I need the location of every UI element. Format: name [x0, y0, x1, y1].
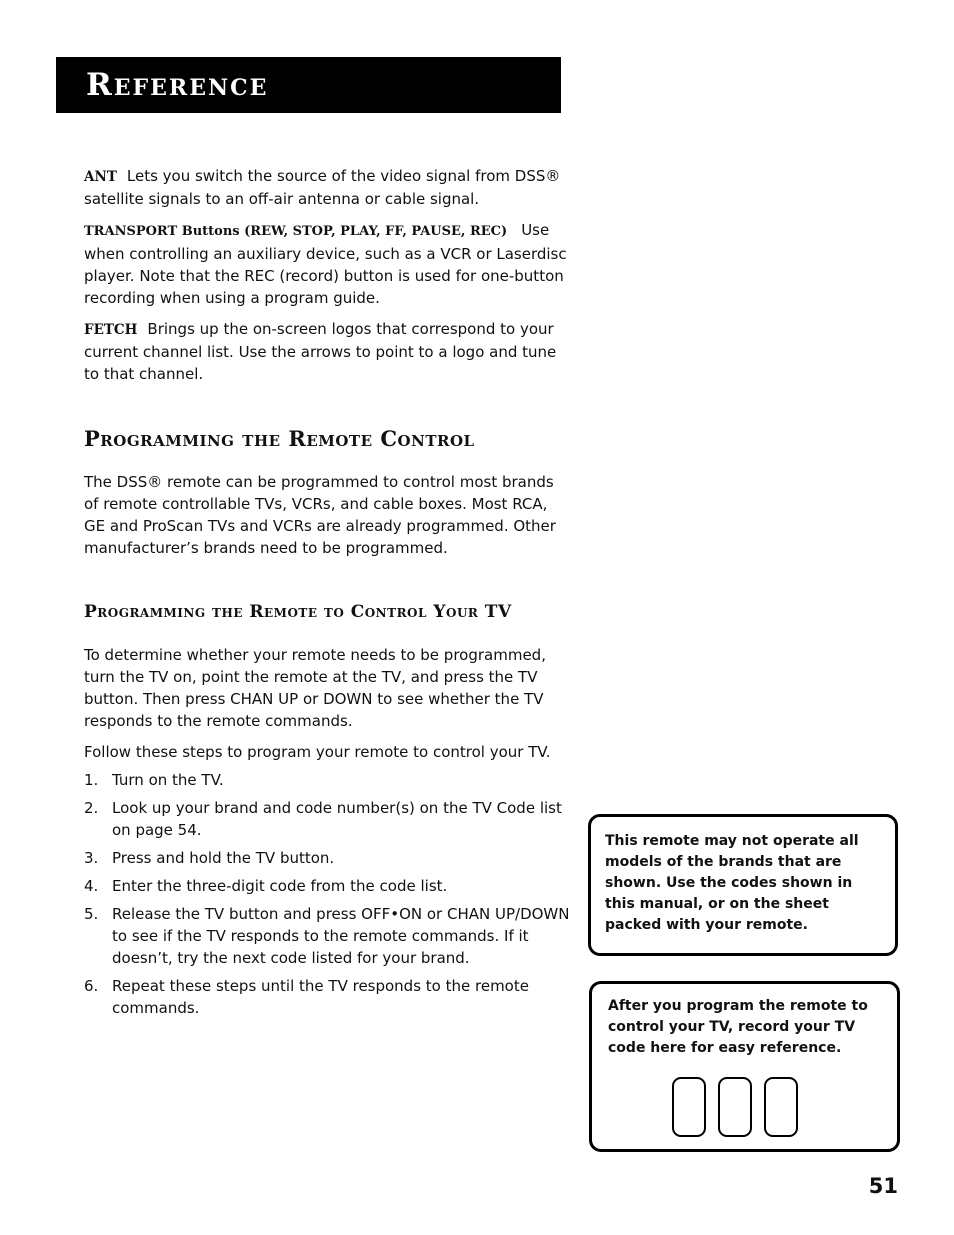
code-digit-box	[764, 1077, 798, 1137]
step-number: 5.	[84, 905, 99, 923]
definition-fetch	[84, 318, 570, 385]
programming-heading: Programming the Remote Control	[84, 426, 475, 451]
definition-term: FETCH	[84, 322, 138, 338]
definition-term: ANT	[84, 169, 117, 185]
step-text: Release the TV button and press OFF•ON or CHAN UP/DOWN to see if the TV responds to the remote commands. If it doesn’t, try the next code listed for your brand.	[112, 905, 570, 967]
steps-intro: Follow these steps to program your remote to control your TV.	[84, 743, 551, 761]
list-item	[84, 847, 570, 869]
program-tv-intro: To determine whether your remote needs to be programmed, turn the TV on, point the remote at the TV, and press the TV button. Then press CHAN UP or DOWN to see whether the TV responds to the remote commands.	[84, 646, 546, 730]
step-number: 6.	[84, 977, 99, 995]
programming-body: The DSS® remote can be programmed to control most brands of remote controllable TVs, VCRs, and cable boxes. Most RCA, GE and ProScan TVs and VCRs are already programmed. Other manufacturer’s brands need to be programmed.	[84, 473, 556, 557]
list-item	[84, 903, 570, 969]
list-item	[84, 797, 570, 841]
program-tv-heading: Programming the Remote to Control Your TV	[84, 602, 512, 622]
record-code-box	[589, 981, 900, 1152]
code-digit-box	[718, 1077, 752, 1137]
definition-transport	[84, 219, 570, 309]
main-content	[84, 165, 570, 1025]
list-item	[84, 975, 570, 1019]
steps-list	[84, 769, 570, 1019]
code-entry-boxes	[672, 1077, 798, 1137]
step-text: Enter the three-digit code from the code list.	[112, 877, 448, 895]
definition-text: Lets you switch the source of the video signal from DSS® satellite signals to an off-air antenna or cable signal.	[84, 167, 561, 208]
step-text: Turn on the TV.	[112, 771, 224, 789]
code-digit-box	[672, 1077, 706, 1137]
step-number: 2.	[84, 799, 99, 817]
list-item	[84, 769, 570, 791]
step-text: Press and hold the TV button.	[112, 849, 335, 867]
definition-ant	[84, 165, 570, 210]
step-number: 4.	[84, 877, 99, 895]
page-number: 51	[868, 1174, 898, 1198]
section-header-bar	[56, 57, 561, 113]
brands-note-box	[588, 814, 898, 956]
list-item	[84, 875, 570, 897]
brands-note-text: This remote may not operate all models of the brands that are shown. Use the codes shown in this manual, or on the sheet packed with your remote.	[605, 833, 859, 933]
step-number: 1.	[84, 771, 99, 789]
definition-text: Use when controlling an auxiliary device, such as a VCR or Laserdisc player. Note that the REC (record) button is used for one-button recording when using a program guide.	[84, 221, 567, 307]
section-title: Reference	[86, 67, 269, 103]
definition-term: TRANSPORT Buttons (REW, STOP, PLAY, FF, PAUSE, REC)	[84, 224, 508, 239]
record-note-text: After you program the remote to control your TV, record your TV code here for easy reference.	[608, 998, 868, 1056]
step-text: Look up your brand and code number(s) on the TV Code list on page 54.	[112, 799, 562, 839]
step-text: Repeat these steps until the TV responds to the remote commands.	[112, 977, 529, 1017]
step-number: 3.	[84, 849, 99, 867]
definition-text: Brings up the on-screen logos that correspond to your current channel list. Use the arrows to point to a logo and tune to that channel.	[84, 320, 557, 383]
